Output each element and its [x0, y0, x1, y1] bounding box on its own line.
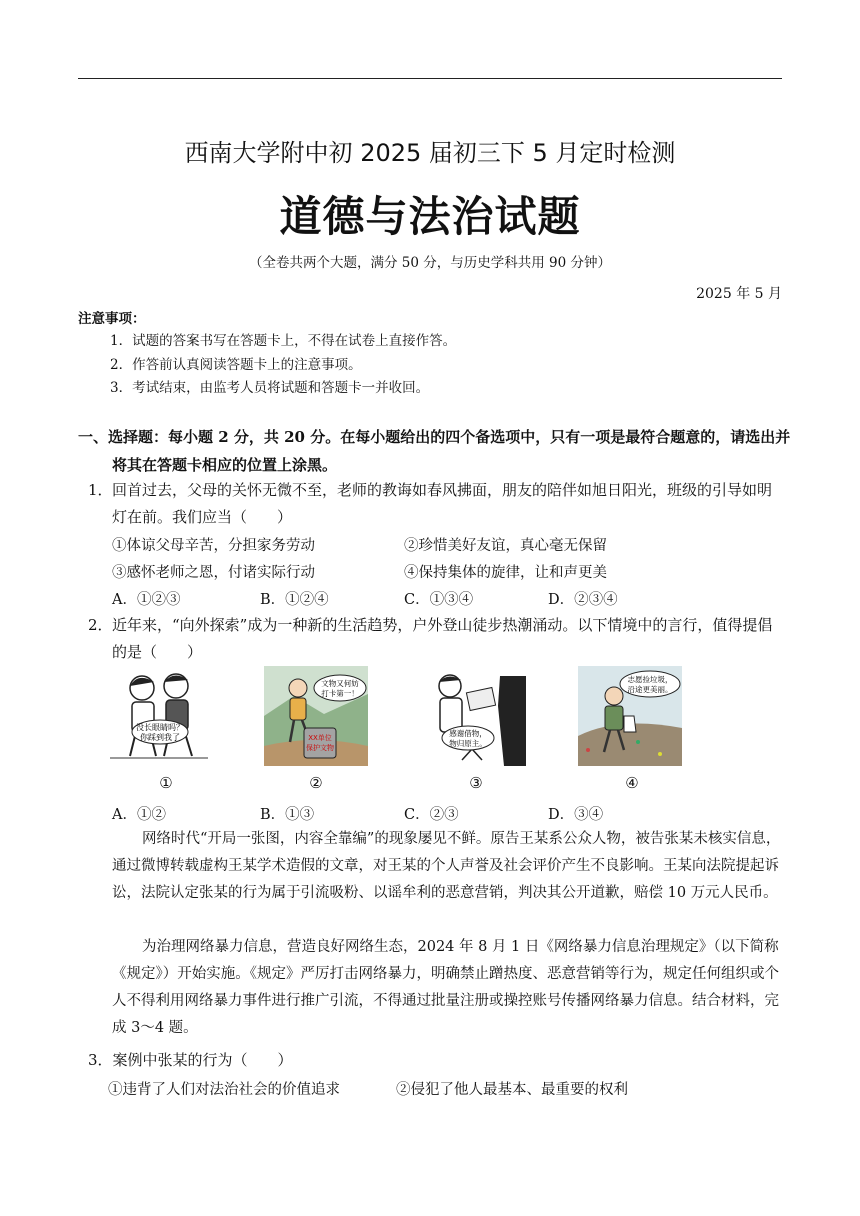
q2-stem-cont: 的是（ ） — [112, 643, 203, 661]
q2-option-d: D．③④ — [548, 807, 604, 823]
subject-title: 道德与法治试题 — [279, 192, 581, 241]
q3-statement: ②侵犯了他人最基本、最重要的权利 — [396, 1082, 628, 1098]
cartoon-2-bubble-text: 打卡第一！ — [321, 689, 359, 698]
cartoon-2-label: ② — [309, 774, 323, 792]
notice-item: 2．作答前认真阅读答题卡上的注意事项。 — [110, 357, 362, 373]
cartoon-2-bubble-text: 文物又何妨 — [321, 679, 359, 688]
cartoon-1-label: ① — [159, 774, 173, 792]
q1-statement: ④保持集体的旋律，让和声更美 — [404, 565, 607, 581]
q1-option-d: D．②③④ — [548, 592, 618, 608]
material-paragraph-2: 为治理网络暴力信息，营造良好网络生态，2024 年 8 月 1 日《网络暴力信息治理规定》（以下简称《规定》）开始实施。《规定》严厉打击网络暴力，明确禁止蹭热度、恶意营销等行为，规定任何组织或个人不得利用网络暴力事件进行推广引流，不得通过批量注册或操控账号传播网络暴力信息。结合材料，完成 3～4 题。 — [112, 939, 779, 1036]
cartoon-3-bubble-text: 物归原主。 — [449, 739, 487, 748]
cartoon-2 — [264, 666, 368, 766]
notice-item: 3．考试结束，由监考人员将试题和答题卡一并收回。 — [110, 380, 430, 396]
cartoon-4-label: ④ — [625, 774, 639, 792]
cartoon-2-sign-text: 保护文物 — [306, 744, 334, 752]
cartoon-1 — [108, 666, 212, 766]
exam-note: （全卷共两个大题，满分 50 分，与历史学科共用 90 分钟） — [248, 255, 612, 271]
section-heading: 一、选择题：每小题 2 分，共 20 分。在每小题给出的四个备选项中，只有一项是最符合题意的，请选出并 — [78, 428, 791, 446]
q1-number: 1． — [88, 481, 113, 499]
cartoon-4 — [578, 666, 682, 766]
q3-stem: 3．案例中张某的行为（ ） — [88, 1051, 293, 1069]
q1-option-c: C．①③④ — [404, 592, 474, 608]
notice-item: 1．试题的答案书写在答题卡上，不得在试卷上直接作答。 — [110, 333, 457, 349]
q2-option-a: A．①② — [112, 807, 166, 823]
q1-statement: ①体谅父母辛苦，分担家务劳动 — [112, 538, 315, 554]
q2-option-b: B．①③ — [260, 807, 315, 823]
section-heading-cont: 将其在答题卡相应的位置上涂黑。 — [112, 456, 338, 474]
notice-heading: 注意事项： — [78, 311, 146, 327]
q1-statement: ③感怀老师之恩，付诸实际行动 — [112, 565, 315, 581]
q1-option-a: A．①②③ — [112, 592, 181, 608]
top-rule — [78, 78, 782, 79]
q3-statement: ①违背了人们对法治社会的价值追求 — [108, 1082, 340, 1098]
q1-stem: 回首过去，父母的关怀无微不至，老师的教诲如春风拂面，朋友的陪伴如旭日阳光，班级的引导如明 — [112, 481, 773, 499]
cartoon-3 — [422, 666, 526, 766]
q1-option-b: B．①②④ — [260, 592, 329, 608]
q2-option-c: C．②③ — [404, 807, 459, 823]
cartoon-4-bubble-text: 志愿捡垃圾， — [627, 675, 673, 684]
q2-stem: 近年来，“向外探索”成为一种新的生活趋势，户外登山徒步热潮涌动。以下情境中的言行，值得提倡 — [112, 616, 773, 634]
cartoon-1-bubble-text: 你踩到我了 — [140, 733, 180, 742]
material-paragraph-1: 网络时代“开局一张图，内容全靠编”的现象屡见不鲜。原告王某系公众人物，被告张某未核实信息，通过微博转载虚构王某学术造假的文章，对王某的个人声誉及社会评价产生不良影响。王某向法院提起诉讼，法院认定张某的行为属于引流吸粉、以谣牟利的恶意营销，判决其公开道歉，赔偿 10 万元人民币。 — [112, 831, 781, 901]
school-title: 西南大学附中初 2025 届初三下 5 月定时检测 — [184, 139, 676, 167]
q1-statement: ②珍惜美好友谊，真心毫无保留 — [404, 538, 607, 554]
exam-date: 2025 年 5 月 — [696, 286, 782, 302]
cartoon-2-sign-text: XX单位 — [308, 734, 332, 742]
cartoon-1-bubble-text: 没长眼睛吗？ — [136, 723, 184, 732]
cartoon-4-bubble-text: 沿途更美丽。 — [627, 685, 673, 694]
q2-number: 2． — [88, 616, 113, 634]
cartoon-3-label: ③ — [469, 774, 483, 792]
cartoon-3-bubble-text: 感谢借物， — [449, 729, 487, 738]
q1-stem-cont: 灯在前。我们应当（ ） — [112, 508, 293, 526]
